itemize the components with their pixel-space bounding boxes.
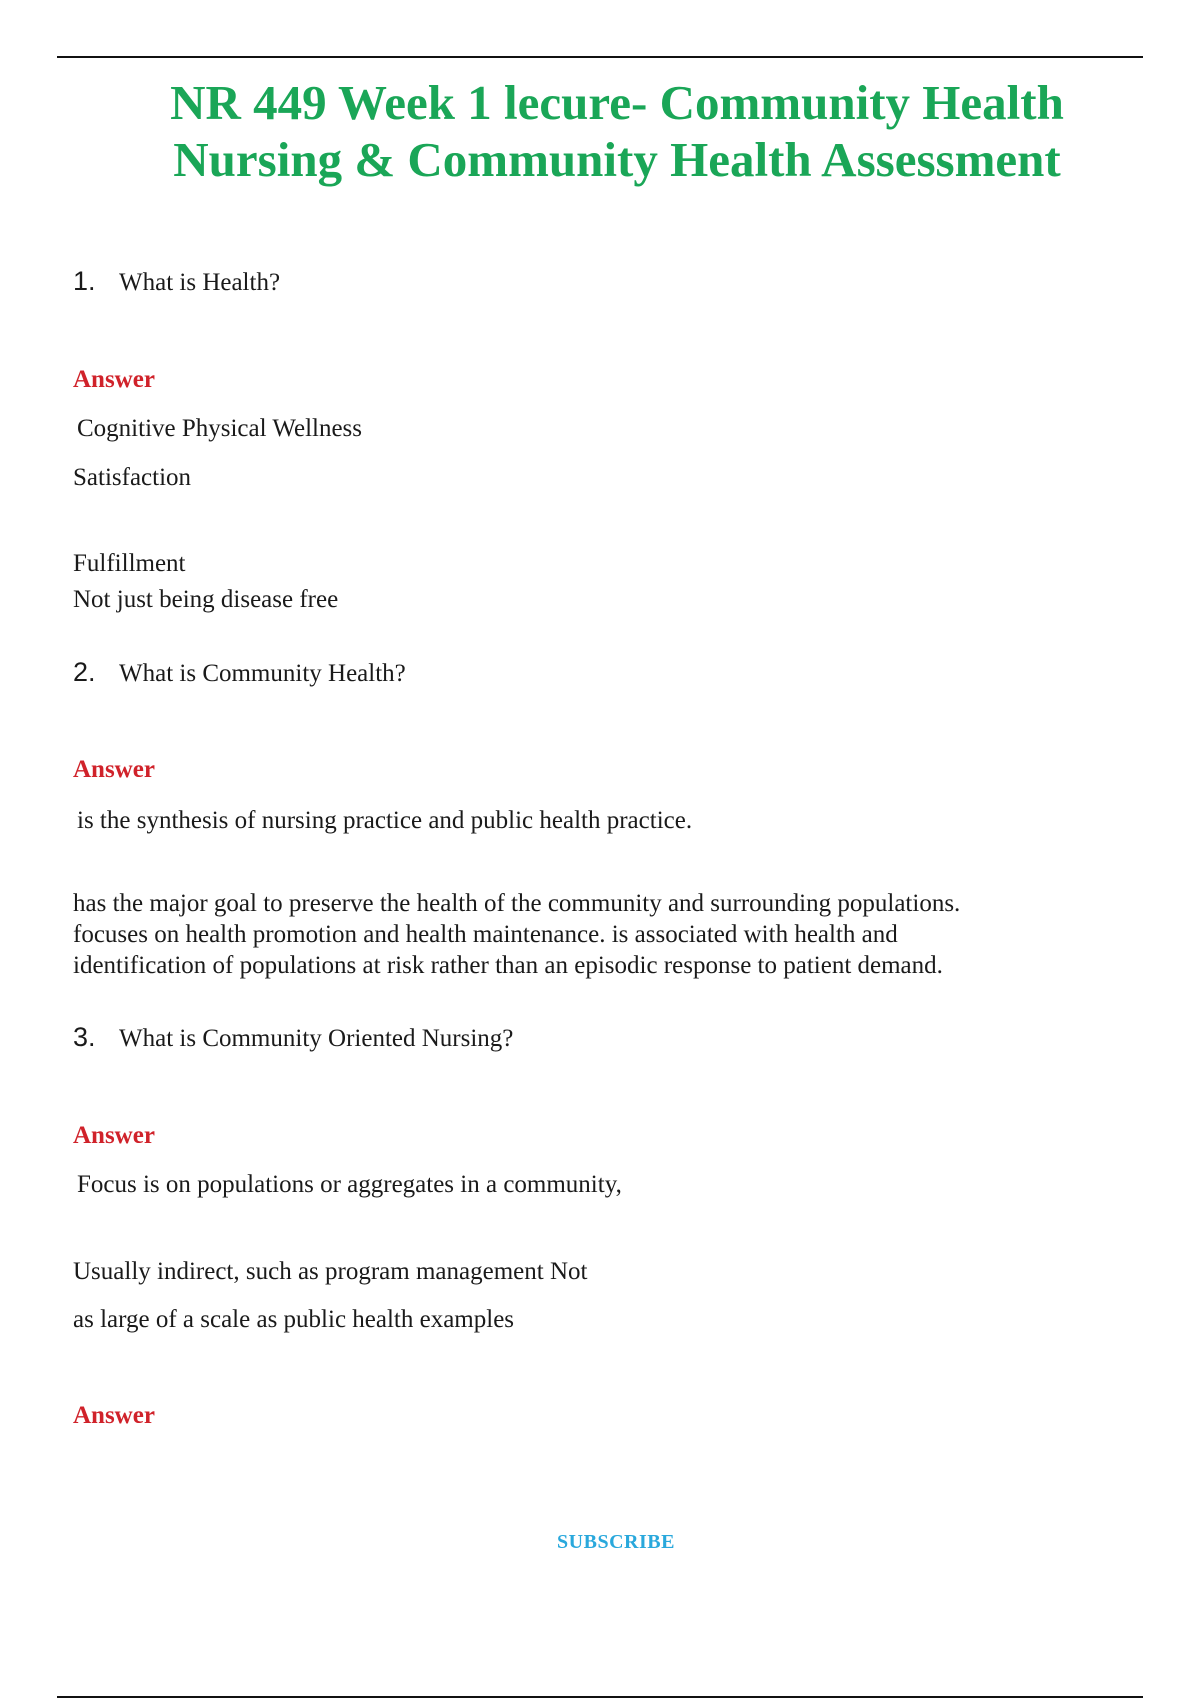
answer-line: Not just being disease free bbox=[73, 586, 339, 613]
question-number: 2. bbox=[73, 657, 96, 687]
question-1 bbox=[73, 266, 280, 298]
answer-line: Fulfillment bbox=[73, 550, 186, 577]
bottom-rule bbox=[57, 1696, 1143, 1698]
question-text: What is Community Oriented Nursing? bbox=[119, 1025, 514, 1052]
question-3 bbox=[73, 1022, 513, 1054]
answer-line: as large of a scale as public health examples bbox=[73, 1306, 515, 1333]
answer-label: Answer bbox=[73, 1122, 155, 1149]
answer-line: Satisfaction bbox=[73, 464, 192, 491]
title-line-1: NR 449 Week 1 lecure- Community Health bbox=[170, 75, 1064, 130]
question-text: What is Health? bbox=[119, 269, 281, 296]
answer-line: Usually indirect, such as program management Not bbox=[73, 1258, 588, 1285]
answer-label: Answer bbox=[73, 756, 155, 783]
question-2 bbox=[73, 657, 406, 689]
title-line-2: Nursing & Community Health Assessment bbox=[173, 132, 1061, 187]
answer-line: Cognitive Physical Wellness bbox=[77, 415, 363, 442]
answer-label: Answer bbox=[73, 366, 155, 393]
question-number: 3. bbox=[73, 1022, 96, 1052]
answer-line: Focus is on populations or aggregates in a community, bbox=[77, 1171, 622, 1198]
answer-paragraph: has the major goal to preserve the health of the community and surrounding populations. focuses on health promotion and health maintenance. is associated with health and identification of populations at risk rather than an episodic response to patient demand. bbox=[73, 890, 961, 979]
subscribe-link[interactable]: SUBSCRIBE bbox=[557, 1531, 675, 1553]
trailing-answer-label: Answer bbox=[73, 1402, 155, 1429]
document-title bbox=[57, 74, 1177, 188]
question-number: 1. bbox=[73, 266, 96, 296]
top-rule bbox=[57, 56, 1143, 58]
question-text: What is Community Health? bbox=[119, 660, 406, 687]
answer-line: is the synthesis of nursing practice and public health practice. bbox=[77, 807, 693, 834]
